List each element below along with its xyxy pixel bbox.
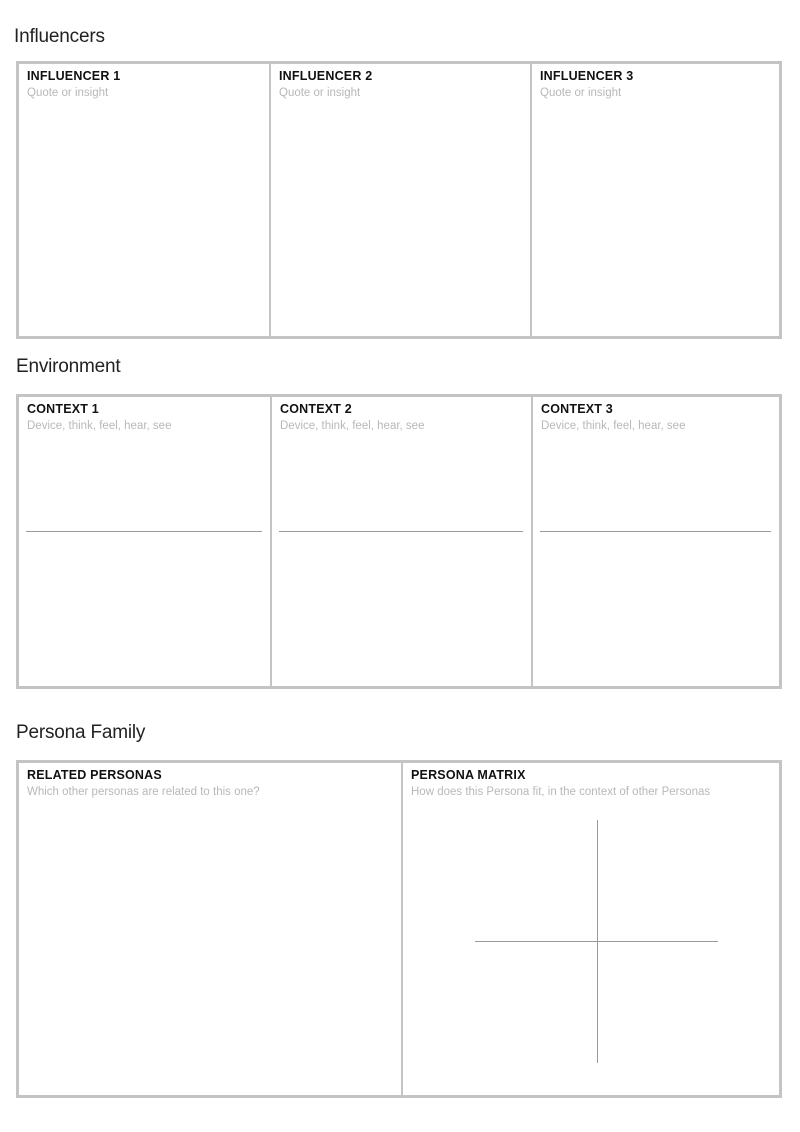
related-personas-hint: Which other personas are related to this one?	[27, 786, 260, 798]
environment-panel	[16, 394, 782, 689]
context-3-divider	[540, 531, 771, 532]
influencer-2-hint: Quote or insight	[279, 87, 361, 99]
persona-matrix-hint: How does this Persona fit, in the context of other Personas	[411, 786, 711, 798]
influencer-2-title: INFLUENCER 2	[279, 69, 373, 83]
environment-heading: Environment	[16, 356, 121, 377]
context-3-card[interactable]	[531, 397, 779, 686]
context-3-title: CONTEXT 3	[541, 402, 613, 416]
context-1-hint: Device, think, feel, hear, see	[27, 420, 172, 432]
influencer-2-card[interactable]	[269, 64, 530, 336]
persona-matrix-card[interactable]	[401, 763, 779, 1095]
influencer-3-hint: Quote or insight	[540, 87, 622, 99]
influencers-heading: Influencers	[14, 26, 105, 47]
related-personas-title: RELATED PERSONAS	[27, 768, 162, 782]
context-1-card[interactable]	[19, 397, 270, 686]
context-2-card[interactable]	[270, 397, 531, 686]
context-2-title: CONTEXT 2	[280, 402, 352, 416]
influencer-1-card[interactable]	[19, 64, 269, 336]
persona-matrix-title: PERSONA MATRIX	[411, 768, 526, 782]
context-3-hint: Device, think, feel, hear, see	[541, 420, 686, 432]
context-1-divider	[26, 531, 262, 532]
matrix-horizontal-axis	[475, 941, 718, 942]
influencers-panel	[16, 61, 782, 339]
persona-family-heading: Persona Family	[16, 722, 146, 743]
context-1-title: CONTEXT 1	[27, 402, 99, 416]
influencer-3-card[interactable]	[530, 64, 779, 336]
context-2-divider	[279, 531, 523, 532]
influencer-3-title: INFLUENCER 3	[540, 69, 634, 83]
persona-family-panel	[16, 760, 782, 1098]
influencer-1-title: INFLUENCER 1	[27, 69, 121, 83]
influencer-1-hint: Quote or insight	[27, 87, 109, 99]
related-personas-card[interactable]	[19, 763, 401, 1095]
context-2-hint: Device, think, feel, hear, see	[280, 420, 425, 432]
